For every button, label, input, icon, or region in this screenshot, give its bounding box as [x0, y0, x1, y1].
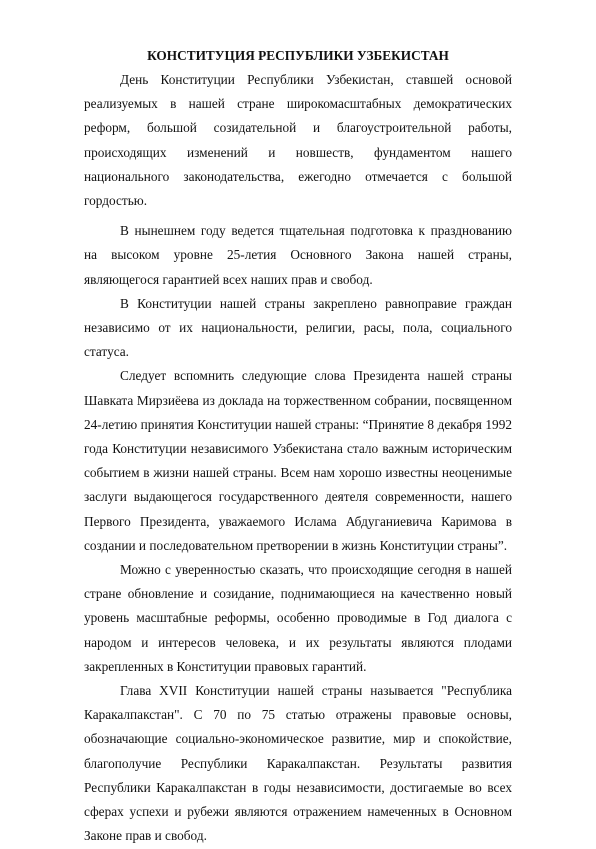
- paragraph-equality: В Конституции нашей страны закреплено равноправие граждан независимо от их национальности, религии, расы, пола, социального статуса.: [84, 295, 512, 360]
- paragraph-constitution-day: День Конституции Республики Узбекистан, ставшей основой реализуемых в нашей стране широкомасштабных демократических реформ, большой созидательной и благоустроительной работы, происходящих изменений и новшеств, фундаментом нашего национального законодательства, ежегодно отмечается с большой гордостью.: [84, 72, 512, 209]
- paragraph-reforms: Можно с уверенностью сказать, что происходящие сегодня в нашей стране обновление и созидание, поднимающиеся на качественно новый уровень масштабные реформы, особенно проводимые в Год диалога с народом и интересов человека, и их результаты являются плодами закрепленных в Конституции правовых гарантий.: [84, 562, 512, 674]
- document-title: КОНСТИТУЦИЯ РЕСПУБЛИКИ УЗБЕКИСТАН: [147, 48, 449, 63]
- document-page: [84, 44, 512, 849]
- paragraph-president-quote: Следует вспомнить следующие слова Президента нашей страны Шавката Мирзиёева из доклада на торжественном собрании, посвященном 24-летию принятия Конституции нашей страны: “Принятие 8 декабря 1992 года Конституции независимого Узбекистана стало важным историческим событием в жизни нашей страны. Всем нам хорошо известны неоценимые заслуги выдающегося государственного деятеля современности, нашего Первого Президента, уважаемого Ислама Абдуганиевича Каримова в создании и последовательном претворении в жизнь Конституции страны”.: [84, 368, 512, 553]
- paragraph-karakalpakstan: Глава XVII Конституции нашей страны называется "Республика Каракалпакстан". С 70 по 75 статью отражены правовые основы, обозначающие социально-экономическое развитие, мир и спокойствие, благополучие Республики Каракалпакстан. Результаты развития Республики Каракалпакстан в годы независимости, достигаемые во всех сферах успехи и рубежи являются отражением намеченных в Основном Законе прав и свобод.: [84, 683, 512, 844]
- paragraph-anniversary: В нынешнем году ведется тщательная подготовка к празднованию на высоком уровне 25-летия Основного Закона нашей страны, являющегося гарантией всех наших прав и свобод.: [84, 223, 512, 287]
